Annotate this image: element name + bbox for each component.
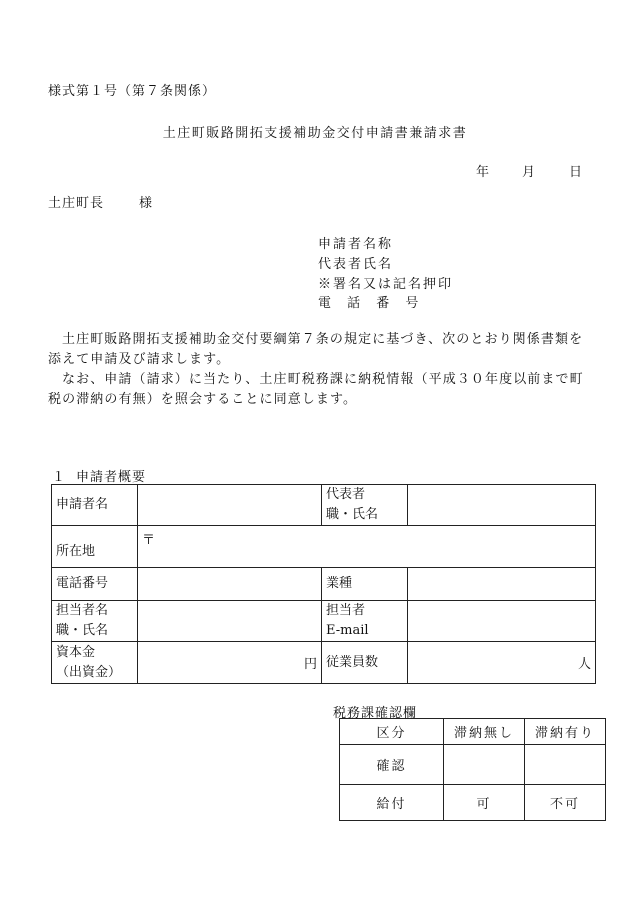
phone-field[interactable] bbox=[138, 568, 322, 601]
contact-label-line1: 担当者名 bbox=[56, 603, 109, 618]
table-row bbox=[52, 601, 596, 642]
tax-section-title: 税務課確認欄 bbox=[333, 706, 418, 721]
date-month-label: 月 bbox=[522, 165, 536, 180]
table-row bbox=[52, 568, 596, 601]
tax-header-arrears: 滞納有り bbox=[525, 719, 606, 745]
postal-mark: 〒 bbox=[142, 533, 156, 548]
applicant-name-label: 申請者名称 bbox=[318, 237, 394, 252]
employees-cell-label: 従業員数 bbox=[322, 642, 408, 684]
body-paragraph-1: 土庄町販路開拓支援補助金交付要綱第７条の規定に基づき、次のとおり関係書類を添えて申請及び請求します。 bbox=[48, 332, 584, 367]
capital-label-line2: （出資金） bbox=[56, 664, 122, 680]
addressee-honorific: 様 bbox=[139, 196, 153, 211]
section-title: 申請者概要 bbox=[76, 470, 147, 485]
tax-row-payment-label: 給付 bbox=[340, 785, 444, 821]
tax-payment-denied-cell[interactable]: 不可 bbox=[525, 785, 606, 821]
phone-number-label: 電 話 番 号 bbox=[318, 296, 425, 311]
address-field[interactable] bbox=[138, 526, 596, 568]
table-row bbox=[340, 745, 606, 785]
tax-header-no-arrears: 滞納無し bbox=[444, 719, 525, 745]
employees-unit: 人 bbox=[577, 657, 591, 672]
tax-confirm-arrears-cell[interactable] bbox=[525, 745, 606, 785]
tax-confirm-no-arrears-cell[interactable] bbox=[444, 745, 525, 785]
tax-header-category: 区分 bbox=[340, 719, 444, 745]
address-cell-label: 所在地 bbox=[52, 526, 138, 568]
document-title: 土庄町販路開拓支援補助金交付申請書兼請求書 bbox=[162, 126, 468, 141]
tax-row-confirm-label: 確認 bbox=[340, 745, 444, 785]
contact-name-field[interactable] bbox=[138, 601, 322, 642]
table-row bbox=[52, 642, 596, 684]
contact-label-line2: 職・氏名 bbox=[56, 623, 109, 638]
industry-cell-label: 業種 bbox=[322, 568, 408, 601]
table-row bbox=[340, 785, 606, 821]
tax-confirmation-table bbox=[339, 718, 606, 821]
table-row bbox=[52, 526, 596, 568]
contact-email-field[interactable] bbox=[408, 601, 596, 642]
table-row bbox=[340, 719, 606, 745]
form-number: 様式第１号（第７条関係） bbox=[48, 84, 217, 99]
applicant-overview-table bbox=[51, 484, 596, 684]
contact-email-label-line2: E-mail bbox=[326, 623, 369, 638]
representative-field[interactable] bbox=[408, 485, 596, 526]
date-day-label: 日 bbox=[569, 165, 583, 180]
addressee: 土庄町長 bbox=[48, 196, 105, 211]
representative-label-line1: 代表者 bbox=[326, 487, 366, 502]
employees-field[interactable] bbox=[408, 642, 596, 684]
seal-note: ※署名又は記名押印 bbox=[318, 277, 454, 292]
tax-payment-allowed-cell[interactable]: 可 bbox=[444, 785, 525, 821]
section-number: １ bbox=[52, 470, 67, 485]
body-paragraph-2: なお、申請（請求）に当たり、土庄町税務課に納税情報（平成３０年度以前まで町税の滞納の有無）を照会することに同意します。 bbox=[48, 372, 584, 407]
phone-cell-label: 電話番号 bbox=[52, 568, 138, 601]
contact-email-cell-label bbox=[322, 601, 408, 642]
applicant-name-cell-label: 申請者名 bbox=[52, 485, 138, 526]
capital-label-line1: 資本金 bbox=[56, 644, 96, 660]
contact-name-cell-label bbox=[52, 601, 138, 642]
date-year-label: 年 bbox=[476, 165, 490, 180]
representative-name-label: 代表者氏名 bbox=[318, 257, 394, 272]
capital-cell-label bbox=[52, 642, 138, 684]
section-heading bbox=[52, 466, 146, 485]
capital-unit: 円 bbox=[303, 657, 317, 672]
table-row bbox=[52, 485, 596, 526]
representative-cell-label bbox=[322, 485, 408, 526]
contact-email-label-line1: 担当者 bbox=[326, 603, 366, 618]
representative-label-line2: 職・氏名 bbox=[326, 507, 379, 522]
industry-field[interactable] bbox=[408, 568, 596, 601]
capital-field[interactable] bbox=[138, 642, 322, 684]
applicant-name-field[interactable] bbox=[138, 485, 322, 526]
